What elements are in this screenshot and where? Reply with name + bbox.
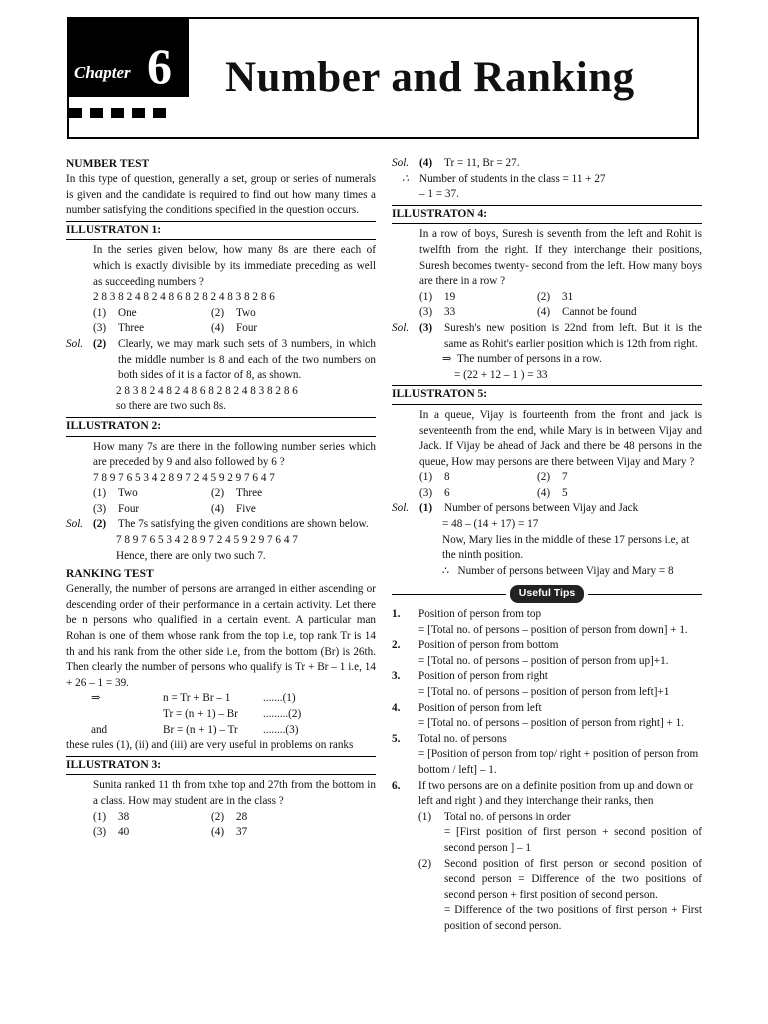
illustration-5-question: In a queue, Vijay is fourteenth from the front and jack is seventeenth from the end, while Mary is in between Vijay and Jack. If Vijay be ahead of Jack and there be 48 persons in the queue, How may persons are there between Vijay and Mary ? xyxy=(419,408,702,468)
illustration-1-solution: Sol. (2) Clearly, we may mark such sets of 3 numbers, in which the middle number is 8 and each of the two numbers on both sides of it is a factor of 8, as shown. xyxy=(66,337,376,382)
tip-formula: = [Total no. of persons – position of person from left]+1 xyxy=(418,686,670,698)
illustration-2-series: 7 8 9 7 6 5 3 4 2 8 9 7 2 4 5 9 2 9 7 6 4 7 xyxy=(93,471,275,484)
illustration-1-question: In the series given below, how many 8s are there each of which is exactly divisible by its immediate preceding as well as succeeding numbers ? xyxy=(93,244,376,288)
illustration-1-series: 2 8 3 8 2 4 8 2 4 8 6 8 2 8 2 4 8 3 8 2 8 6 xyxy=(93,291,275,304)
tip-item: 5. Total no. of persons xyxy=(392,732,507,745)
solution-series: 2 8 3 8 2 4 8 2 4 8 6 8 2 8 2 4 8 3 8 2 8 6 xyxy=(116,384,298,397)
tip-sub-item: (2) Second position of first person or second position of second person = Difference of the two positions of second person + first position of second person. xyxy=(418,857,702,901)
tip-sub-formula: = [First position of first person + second position of second person ] – 1 xyxy=(444,826,702,854)
solution-line: ∴ Number of persons between Vijay and Mary = 8 xyxy=(442,564,674,577)
option: (3) 40 xyxy=(93,826,130,839)
tip-item: 1. Position of person from top xyxy=(392,608,542,621)
option: (3) Three xyxy=(93,322,145,335)
rules-note: these rules (1), (ii) and (iii) are very useful in problems on ranks xyxy=(66,739,354,752)
illustration-3-options xyxy=(66,810,376,841)
solution-line: Now, Mary lies in the middle of these 17 persons i.e, at the ninth position. xyxy=(442,533,690,562)
option: (2) 28 xyxy=(211,810,248,823)
useful-tips-badge: Useful Tips xyxy=(510,585,584,603)
solution-series: 7 8 9 7 6 5 3 4 2 8 9 7 2 4 5 9 2 9 7 6 4 7 xyxy=(116,534,298,547)
solution-line: = (22 + 12 – 1 ) = 33 xyxy=(454,368,548,381)
option: (4) 5 xyxy=(537,486,568,499)
option: (1) Two xyxy=(93,487,138,500)
solution-line: = 48 – (14 + 17) = 17 xyxy=(442,518,539,531)
tip-formula: = [Position of person from top/ right + position of person from bottom / left] – 1. xyxy=(418,748,699,776)
option: (1) 38 xyxy=(93,810,130,823)
ranking-test-text: Generally, the number of persons are arranged in either ascending or descending order of their performance in a certain activity. Let there be n persons who qualified in a certain event. A particular man Rohan is one of them whose rank from the top i.e, top rank Tr is 14 th and his rank from the other side i.e, from the bottom (Br) is 26th. Then clearly the number of persons who qualify is Tr + Br – 1 i.e, 14 + 26 – 1 = 39. xyxy=(66,583,376,689)
tip-item: 4. Position of person from left xyxy=(392,701,542,714)
option: (3) Four xyxy=(93,502,140,515)
right-column xyxy=(392,156,702,935)
option: (4) Four xyxy=(211,322,258,335)
illustration-2-question: How many 7s are there in the following number series which are preceded by 9 and also followed by 6 ? xyxy=(93,440,376,469)
illustration-4-question: In a row of boys, Suresh is seventh from the left and Rohit is twelfth from the right. If they interchange their positions, Suresh becomes twenty- second from the left. How many boys are there in a row ? xyxy=(419,228,702,288)
tip-item: 2. Position of person from bottom xyxy=(392,639,559,652)
illustration-2-options xyxy=(66,486,376,517)
tip-sub-item: (1) Total no. of persons in order xyxy=(418,810,571,823)
option: (4) Cannot be found xyxy=(537,306,637,319)
option: (1) 8 xyxy=(419,471,450,484)
solution-line: ⇒ The number of persons in a row. xyxy=(442,353,602,366)
illustration-3-question: Sunita ranked 11 th from txhe top and 27th from the bottom in a class. How may student are in the class ? xyxy=(93,779,376,807)
page-title: Number and Ranking xyxy=(225,54,635,101)
tip-formula: = [Total no. of persons – position of person from right] + 1. xyxy=(418,717,685,730)
option: (1) 19 xyxy=(419,290,456,303)
chapter-number: 6 xyxy=(147,38,172,94)
illustration-5-title: ILLUSTRATON 5: xyxy=(392,385,702,405)
chapter-badge xyxy=(69,19,189,97)
option: (2) 7 xyxy=(537,471,568,484)
option: (4) Five xyxy=(211,502,256,515)
illustration-5-options xyxy=(392,470,702,501)
option: (4) 37 xyxy=(211,826,248,839)
left-column xyxy=(66,156,376,841)
chapter-header xyxy=(67,17,699,139)
tip-sub-formula: = Difference of the two positions of first person + First position of second person. xyxy=(444,904,702,932)
illustration-1-title: ILLUSTRATON 1: xyxy=(66,221,376,241)
solution-conclusion: Hence, there are only two such 7. xyxy=(116,549,266,562)
ranking-rules: ⇒ n = Tr + Br – 1 .......(1) Tr = (n + 1) – Br .........(2) and Br = (n + 1) – Tr ........(3) xyxy=(91,692,302,736)
illustration-4-title: ILLUSTRATON 4: xyxy=(392,205,702,225)
illustration-1-options xyxy=(66,306,376,337)
tip-formula: = [Total no. of persons – position of person from down] + 1. xyxy=(418,623,688,636)
illustration-2-title: ILLUSTRATON 2: xyxy=(66,417,376,437)
option: (2) 31 xyxy=(537,290,574,303)
tip-item: 3. Position of person from right xyxy=(392,670,548,683)
illustration-2-solution: Sol. (2) The 7s satisfying the given conditions are shown below. xyxy=(66,518,369,531)
number-test-text: In this type of question, generally a set, group or series of numerals is given and the candidate is required to find out how many times a number satisfying the conditions specified in the question occurs. xyxy=(66,173,376,217)
tip-formula: = [Total no. of persons – position of person from up]+1. xyxy=(418,654,669,667)
ranking-test-heading: RANKING TEST xyxy=(66,568,154,581)
option: (1) One xyxy=(93,306,137,319)
illustration-3-title: ILLUSTRATON 3: xyxy=(66,756,376,776)
decorative-squares xyxy=(69,105,189,123)
number-test-heading: NUMBER TEST xyxy=(66,158,150,170)
useful-tips-divider xyxy=(392,585,702,603)
tip-item: 6. If two persons are on a definite position from up and down or left and right ) and they interchange their ranks, then xyxy=(392,779,694,808)
option: (3) 6 xyxy=(419,486,450,499)
solution-conclusion: so there are two such 8s. xyxy=(116,400,226,413)
illustration-4-options xyxy=(392,290,702,321)
solution-line: – 1 = 37. xyxy=(419,188,459,201)
option: (2) Three xyxy=(211,487,263,500)
illustration-3-solution: Sol. (4) Tr = 11, Br = 27. xyxy=(392,157,520,169)
option: (3) 33 xyxy=(419,306,456,319)
solution-line: ∴ Number of students in the class = 11 + 27 xyxy=(401,172,606,185)
illustration-5-solution: Sol. (1) Number of persons between Vijay and Jack xyxy=(392,502,639,515)
chapter-word: Chapter xyxy=(74,63,131,82)
option: (2) Two xyxy=(211,306,256,319)
illustration-4-solution: Sol. (3) Suresh's new position is 22nd from left. But it is the same as Rohit's earlier position which is 12th from right. xyxy=(392,321,702,350)
